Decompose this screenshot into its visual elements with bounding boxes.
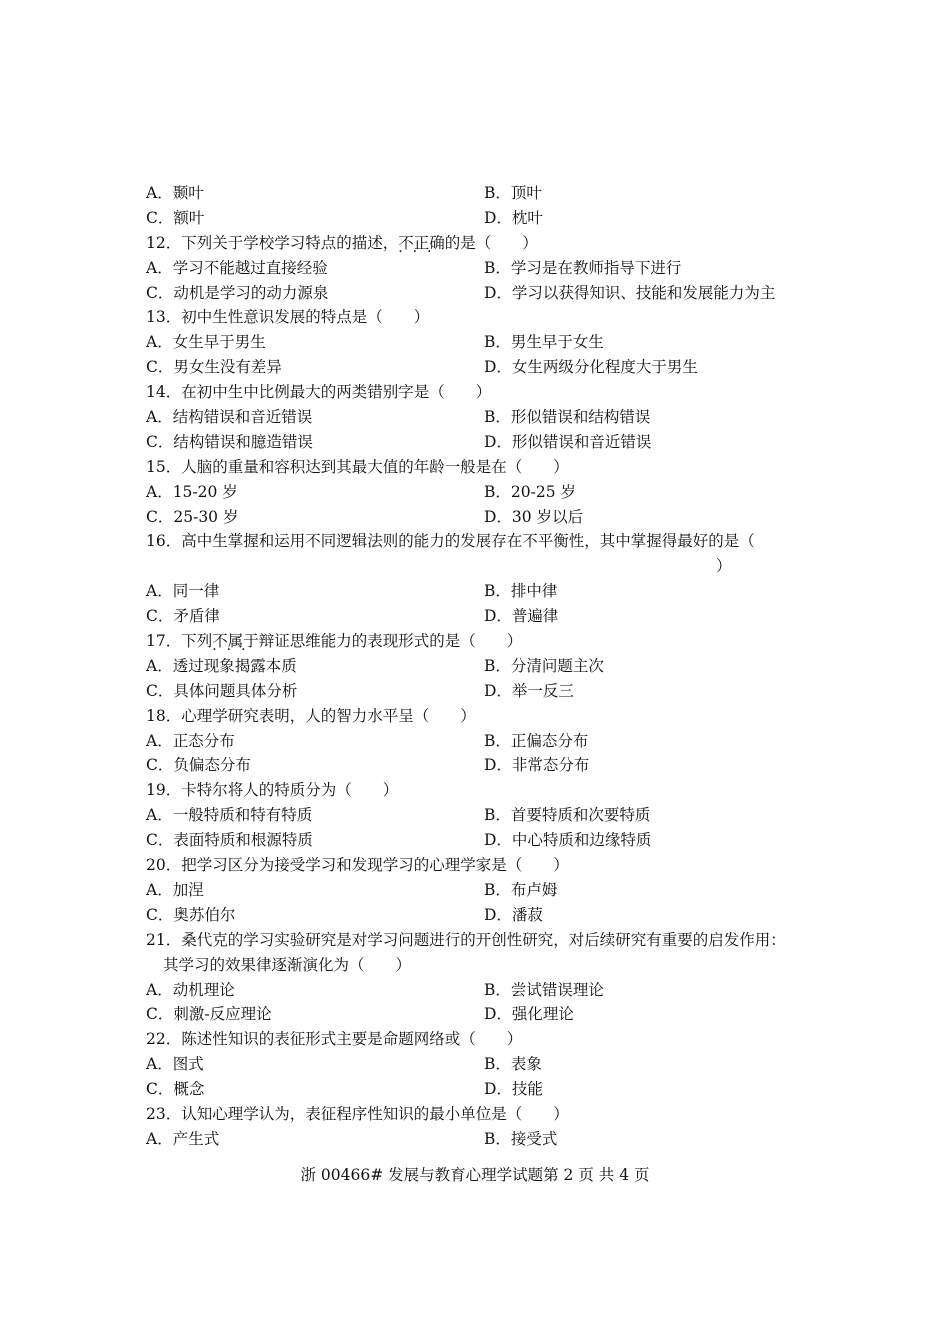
option-text: B．表象 <box>484 1055 542 1074</box>
option-text: A．结构错误和音近错误 <box>146 408 313 427</box>
option-text: A．动机理论 <box>146 980 235 999</box>
question-text: 17．下列 <box>146 632 213 651</box>
option-row <box>146 181 826 206</box>
option-text: C．25-30 岁 <box>146 507 239 526</box>
question-text: 20．把学习区分为接受学习和发现学习的心理学家是（ ） <box>146 856 569 875</box>
option-text: B．正偏态分布 <box>484 731 589 750</box>
option-row <box>146 729 826 754</box>
emphasis-text: 不正确 · · · <box>398 231 445 256</box>
question-stem <box>146 778 826 803</box>
option-row <box>146 828 826 853</box>
option-row <box>146 679 826 704</box>
emphasis-text: 不属于 · · · <box>212 629 259 654</box>
option-text: C．具体问题具体分析 <box>146 681 298 700</box>
option-text: D．枕叶 <box>484 208 543 227</box>
option-text: D．中心特质和边缘特质 <box>484 831 652 850</box>
option-text: C．奥苏伯尔 <box>146 905 236 924</box>
option-text: B．分清问题主次 <box>484 656 604 675</box>
option-row <box>146 978 826 1003</box>
option-text: B．排中律 <box>484 582 558 601</box>
question-text: 13．初中生性意识发展的特点是（ ） <box>146 308 430 327</box>
option-row <box>146 206 826 231</box>
option-text: D．普遍律 <box>484 607 559 626</box>
question-stem <box>146 455 826 480</box>
option-row <box>146 878 826 903</box>
option-text: C．表面特质和根源特质 <box>146 831 313 850</box>
option-row <box>146 430 826 455</box>
option-text: B．接受式 <box>484 1129 558 1148</box>
question-stem <box>146 529 826 554</box>
option-row <box>146 903 826 928</box>
question-stem <box>146 928 826 953</box>
option-text: A．透过现象揭露本质 <box>146 656 297 675</box>
option-text: A．正态分布 <box>146 731 235 750</box>
option-text: D．30 岁以后 <box>484 507 584 526</box>
option-text: C．刺激-反应理论 <box>146 1005 272 1024</box>
option-row <box>146 753 826 778</box>
question-stem <box>146 1027 826 1052</box>
option-text: B．布卢姆 <box>484 880 558 899</box>
option-text: C．结构错误和臆造错误 <box>146 432 313 451</box>
option-row <box>146 330 826 355</box>
question-text-tail: 的是（ ） <box>444 233 538 252</box>
option-text: C．额叶 <box>146 208 205 227</box>
question-stem <box>146 853 826 878</box>
option-text: B．顶叶 <box>484 184 542 202</box>
option-text: D．强化理论 <box>484 1005 574 1024</box>
question-stem-cont: ） <box>716 557 732 576</box>
option-text: D．非常态分布 <box>484 756 590 775</box>
question-stem <box>146 629 826 654</box>
option-text: B．首要特质和次要特质 <box>484 806 651 825</box>
option-text: C．男女生没有差异 <box>146 358 282 377</box>
question-text: 15．人脑的重量和容积达到其最大值的年龄一般是在（ ） <box>146 457 569 476</box>
question-text: 12．下列关于学校学习特点的描述， <box>146 233 399 252</box>
option-row <box>146 1002 826 1027</box>
option-text: B．形似错误和结构错误 <box>484 408 651 427</box>
option-row <box>146 1077 826 1102</box>
question-text: 14．在初中生中比例最大的两类错别字是（ ） <box>146 383 492 402</box>
option-text: D．女生两级分化程度大于男生 <box>484 358 698 377</box>
question-text: 23．认知心理学认为，表征程序性知识的最小单位是（ ） <box>146 1104 569 1123</box>
option-text: D．潘菽 <box>484 905 543 924</box>
question-stem <box>146 305 826 330</box>
option-text: C．矛盾律 <box>146 607 220 626</box>
option-text: D．形似错误和音近错误 <box>484 432 652 451</box>
option-text: D．学习以获得知识、技能和发展能力为主 <box>484 283 776 302</box>
option-text: A．学习不能越过直接经验 <box>146 258 328 277</box>
option-text: B．20-25 岁 <box>484 482 577 501</box>
option-text: A．一般特质和特有特质 <box>146 806 313 825</box>
option-text: C．概念 <box>146 1080 205 1099</box>
question-stem <box>146 231 826 256</box>
option-row <box>146 604 826 629</box>
option-text: A．同一律 <box>146 582 220 601</box>
option-text: C．负偏态分布 <box>146 756 251 775</box>
option-row <box>146 480 826 505</box>
question-text-tail: 辩证思维能力的表现形式的是（ ） <box>258 632 523 651</box>
option-row <box>146 1052 826 1077</box>
option-text: A．颞叶 <box>146 184 204 202</box>
option-row <box>146 505 826 530</box>
option-row <box>146 803 826 828</box>
question-stem <box>146 704 826 729</box>
question-text: 18．心理学研究表明，人的智力水平呈（ ） <box>146 706 476 725</box>
option-row <box>146 256 826 281</box>
option-text: B．尝试错误理论 <box>484 980 604 999</box>
page-footer: 浙 00466# 发展与教育心理学试题第 2 页 共 4 页 <box>300 1166 650 1184</box>
option-text: A．15-20 岁 <box>146 482 238 501</box>
option-text: A．产生式 <box>146 1129 220 1148</box>
question-text: 21．桑代克的学习实验研究是对学习问题进行的开创性研究，对后续研究有重要的启发作用： <box>146 930 786 949</box>
option-row <box>146 281 826 306</box>
question-stem <box>146 1102 826 1127</box>
option-row <box>146 1127 826 1152</box>
question-text: 22．陈述性知识的表征形式主要是命题网络或（ ） <box>146 1030 523 1049</box>
question-stem <box>146 380 826 405</box>
option-text: C．动机是学习的动力源泉 <box>146 283 329 302</box>
option-row <box>146 654 826 679</box>
option-row <box>146 405 826 430</box>
option-row <box>146 579 826 604</box>
option-text: D．举一反三 <box>484 681 574 700</box>
option-text: A．加涅 <box>146 880 204 899</box>
option-text: B．男生早于女生 <box>484 333 604 352</box>
question-text: 19．卡特尔将人的特质分为（ ） <box>146 781 399 800</box>
option-text: B．学习是在教师指导下进行 <box>484 258 682 277</box>
exam-content <box>146 181 826 1152</box>
option-text: A．图式 <box>146 1055 204 1074</box>
option-text: D．技能 <box>484 1080 543 1099</box>
option-text: A．女生早于男生 <box>146 333 266 352</box>
option-row <box>146 355 826 380</box>
question-stem-cont: 其学习的效果律逐渐演化为（ ） <box>163 955 412 974</box>
question-text: 16．高中生掌握和运用不同逻辑法则的能力的发展存在不平衡性，其中掌握得最好的是（ <box>146 532 755 551</box>
